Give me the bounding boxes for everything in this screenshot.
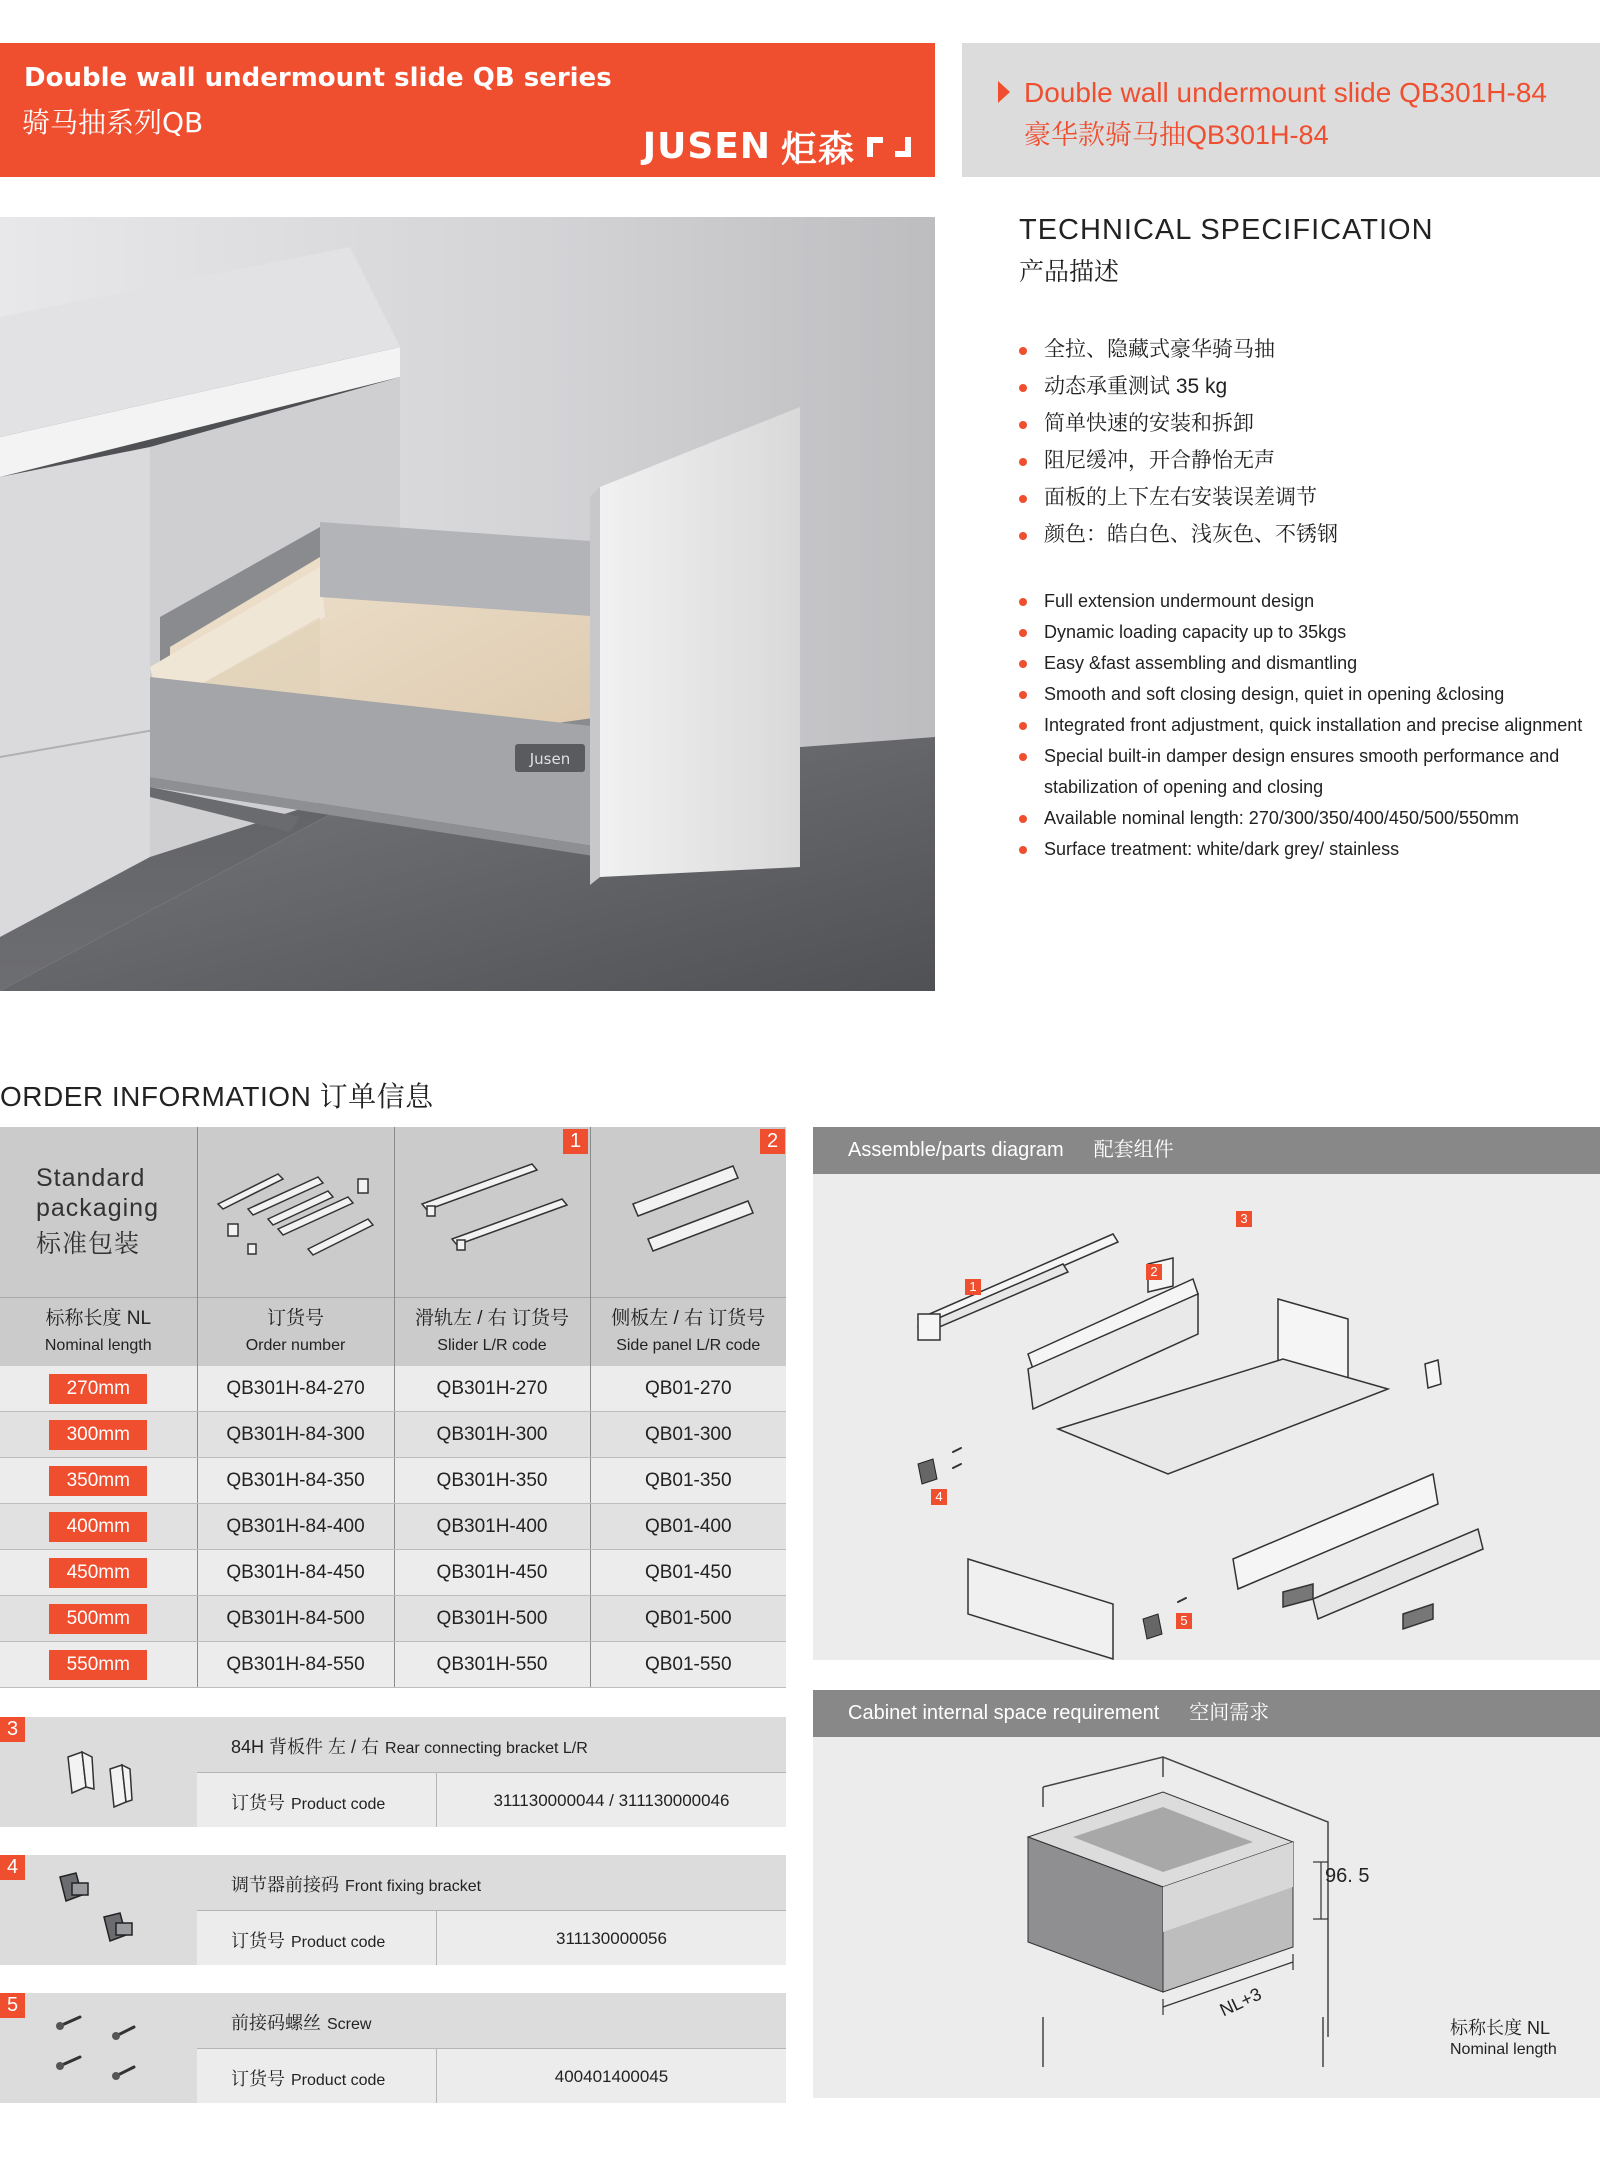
part-label: 1: [965, 1279, 981, 1295]
code-label-cn: 订货号: [231, 2069, 285, 2089]
assemble-title-cn: 配套组件: [1093, 1139, 1174, 1161]
code-label-en: Product code: [291, 1796, 386, 1813]
series-title-en: Double wall undermount slide QB series: [24, 63, 612, 93]
brand-logo: [643, 121, 913, 172]
order-number: QB301H-84-270: [197, 1366, 394, 1412]
product-title-en: Double wall undermount slide QB301H-84: [1024, 77, 1547, 108]
accessory-badge: 5: [0, 1993, 25, 2018]
column-header-cn: 滑轨左 / 右 订货号: [414, 1307, 570, 1329]
order-number: QB301H-84-450: [197, 1550, 394, 1596]
column-header: [394, 1298, 590, 1367]
side-panel-image-cell: [590, 1127, 786, 1298]
assemble-title-bar: [813, 1127, 1600, 1174]
screw-icon: [0, 1993, 197, 2103]
product-code: 311130000056: [556, 1929, 667, 1948]
cabinet-panel: [813, 1690, 1600, 2098]
code-label-cn: 订货号: [231, 1793, 285, 1813]
list-item: 动态承重测试 35 kg: [1019, 372, 1338, 409]
cabinet-title-bar: [813, 1690, 1600, 1737]
full-package-icon: [208, 1149, 383, 1269]
spec-subtitle: 产品描述: [1019, 258, 1120, 286]
nominal-length-en: Nominal length: [1450, 2041, 1557, 2058]
assemble-panel: [813, 1127, 1600, 1660]
accessory-rear-bracket: [0, 1717, 786, 1827]
order-number: QB301H-84-400: [197, 1504, 394, 1550]
product-code: 400401400045: [554, 2067, 669, 2086]
brand-en: JUSEN: [642, 126, 771, 167]
column-header-cn: 订货号: [266, 1307, 324, 1329]
nominal-length-tag: 500mm: [49, 1604, 147, 1634]
table-row: [0, 1458, 786, 1504]
height-dimension: 96. 5: [1325, 1865, 1370, 1887]
table-row: [0, 1504, 786, 1550]
arrow-right-icon: [998, 81, 1010, 103]
panel-code: QB01-450: [590, 1550, 786, 1596]
column-header: [590, 1298, 786, 1367]
column-badge: 1: [563, 1129, 588, 1154]
product-code: 311130000044 / 311130000046: [493, 1791, 730, 1810]
column-badge: 2: [760, 1129, 785, 1154]
slider-code: QB301H-400: [394, 1504, 590, 1550]
front-bracket-icon: [0, 1855, 197, 1965]
table-row: [0, 1596, 786, 1642]
slider-code: QB301H-550: [394, 1642, 590, 1688]
accessory-name-cn: 前接码螺丝: [231, 2013, 321, 2033]
code-label-en: Product code: [291, 2072, 386, 2089]
nominal-length-tag: 400mm: [49, 1512, 147, 1542]
code-label-en: Product code: [291, 1934, 386, 1951]
panel-code: QB01-350: [590, 1458, 786, 1504]
column-header-cn: 侧板左 / 右 订货号: [611, 1307, 766, 1329]
slider-code: QB301H-350: [394, 1458, 590, 1504]
logo-mark-icon: [865, 133, 913, 161]
table-row: [0, 1366, 786, 1412]
list-item: 简单快速的安装和拆卸: [1019, 409, 1338, 446]
table-row: [0, 1412, 786, 1458]
list-item: Special built-in damper design ensures smooth performance and: [1019, 741, 1599, 772]
list-item: Smooth and soft closing design, quiet in opening &closing: [1019, 679, 1599, 710]
order-number: QB301H-84-350: [197, 1458, 394, 1504]
column-header-en: Order number: [245, 1336, 346, 1354]
list-item: Integrated front adjustment, quick installation and precise alignment: [1019, 710, 1599, 741]
list-item: stabilization of opening and closing: [1044, 777, 1324, 797]
product-photo: [0, 217, 935, 991]
brand-cn: 炬森: [780, 129, 855, 170]
list-item: Surface treatment: white/dark grey/ stainless: [1019, 834, 1599, 865]
nominal-length-tag: 300mm: [49, 1420, 147, 1450]
standard-packaging-cn: 标准包装: [36, 1230, 141, 1258]
series-header: [0, 43, 935, 177]
standard-packaging-en-2: packaging: [36, 1194, 159, 1222]
list-item: Available nominal length: 270/300/350/400/450/500/550mm: [1019, 803, 1599, 834]
panel-code: QB01-500: [590, 1596, 786, 1642]
part-label: 2: [1146, 1264, 1162, 1280]
slider-icon: [412, 1154, 572, 1264]
accessory-name-cn: 调节器前接码: [231, 1875, 339, 1895]
jusen-badge-text: Jusen: [529, 750, 571, 768]
column-header-cn: 标称长度 NL: [45, 1307, 152, 1329]
code-label-cn: 订货号: [231, 1931, 285, 1951]
accessory-name-en: Screw: [327, 2016, 372, 2033]
list-item: Full extension undermount design: [1019, 586, 1599, 617]
accessory-screw: [0, 1993, 786, 2103]
accessory-badge: 4: [0, 1855, 25, 1880]
column-header: [197, 1298, 394, 1367]
column-header-en: Nominal length: [44, 1336, 152, 1354]
slider-code: QB301H-450: [394, 1550, 590, 1596]
order-title: ORDER INFORMATION 订单信息: [0, 1081, 434, 1112]
accessory-name-en: Front fixing bracket: [345, 1878, 482, 1895]
product-header: [962, 43, 1600, 177]
spec-title: TECHNICAL SPECIFICATION: [1019, 214, 1434, 246]
slider-code: QB301H-270: [394, 1366, 590, 1412]
order-number: QB301H-84-300: [197, 1412, 394, 1458]
spec-list-en: [1019, 586, 1599, 865]
assemble-title-en: Assemble/parts diagram: [848, 1139, 1064, 1161]
cabinet-title-cn: 空间需求: [1189, 1702, 1270, 1724]
list-item: 面板的上下左右安装误差调节: [1019, 483, 1338, 520]
product-title-cn: 豪华款骑马抽QB301H-84: [1024, 120, 1329, 150]
order-number: QB301H-84-550: [197, 1642, 394, 1688]
slider-code: QB301H-300: [394, 1412, 590, 1458]
spec-list-cn: [1019, 335, 1338, 557]
panel-code: QB01-400: [590, 1504, 786, 1550]
panel-code: QB01-300: [590, 1412, 786, 1458]
order-number: QB301H-84-500: [197, 1596, 394, 1642]
accessory-name-cn: 84H 背板件 左 / 右: [231, 1737, 380, 1757]
list-item: 颜色：皓白色、浅灰色、不锈钢: [1019, 520, 1338, 557]
column-header: [0, 1298, 197, 1367]
part-label: 5: [1176, 1613, 1192, 1629]
parts-diagram: [813, 1174, 1600, 1660]
depth-dimension: NL+3: [1216, 1983, 1265, 2021]
nominal-length-tag: 270mm: [49, 1374, 147, 1404]
table-row: [0, 1642, 786, 1688]
nominal-length-cn: 标称长度 NL: [1450, 2018, 1551, 2038]
list-item: Dynamic loading capacity up to 35kgs: [1019, 617, 1599, 648]
nominal-length-tag: 350mm: [49, 1466, 147, 1496]
slider-image-cell: [394, 1127, 590, 1298]
package-image-cell: [197, 1127, 394, 1298]
column-header-en: Side panel L/R code: [616, 1336, 761, 1354]
panel-code: QB01-550: [590, 1642, 786, 1688]
series-title-cn: 骑马抽系列QB: [22, 106, 204, 139]
standard-packaging-en-1: Standard: [36, 1164, 146, 1192]
table-row: [0, 1550, 786, 1596]
panel-code: QB01-270: [590, 1366, 786, 1412]
standard-packaging-label: [36, 1163, 159, 1259]
slider-code: QB301H-500: [394, 1596, 590, 1642]
list-item: 全拉、隐藏式豪华骑马抽: [1019, 335, 1338, 372]
accessory-front-bracket: [0, 1855, 786, 1965]
accessory-name-en: Rear connecting bracket L/R: [385, 1740, 588, 1757]
side-panel-icon: [613, 1154, 763, 1264]
list-item: 阻尼缓冲，开合静怡无声: [1019, 446, 1338, 483]
part-label: 3: [1236, 1211, 1252, 1227]
list-item: Easy &fast assembling and dismantling: [1019, 648, 1599, 679]
nominal-length-tag: 550mm: [49, 1650, 147, 1680]
column-header-en: Slider L/R code: [437, 1336, 547, 1354]
rear-bracket-icon: [0, 1717, 197, 1827]
accessory-badge: 3: [0, 1717, 25, 1742]
part-label: 4: [931, 1489, 947, 1505]
nominal-length-tag: 450mm: [49, 1558, 147, 1588]
cabinet-title-en: Cabinet internal space requirement: [848, 1702, 1160, 1724]
